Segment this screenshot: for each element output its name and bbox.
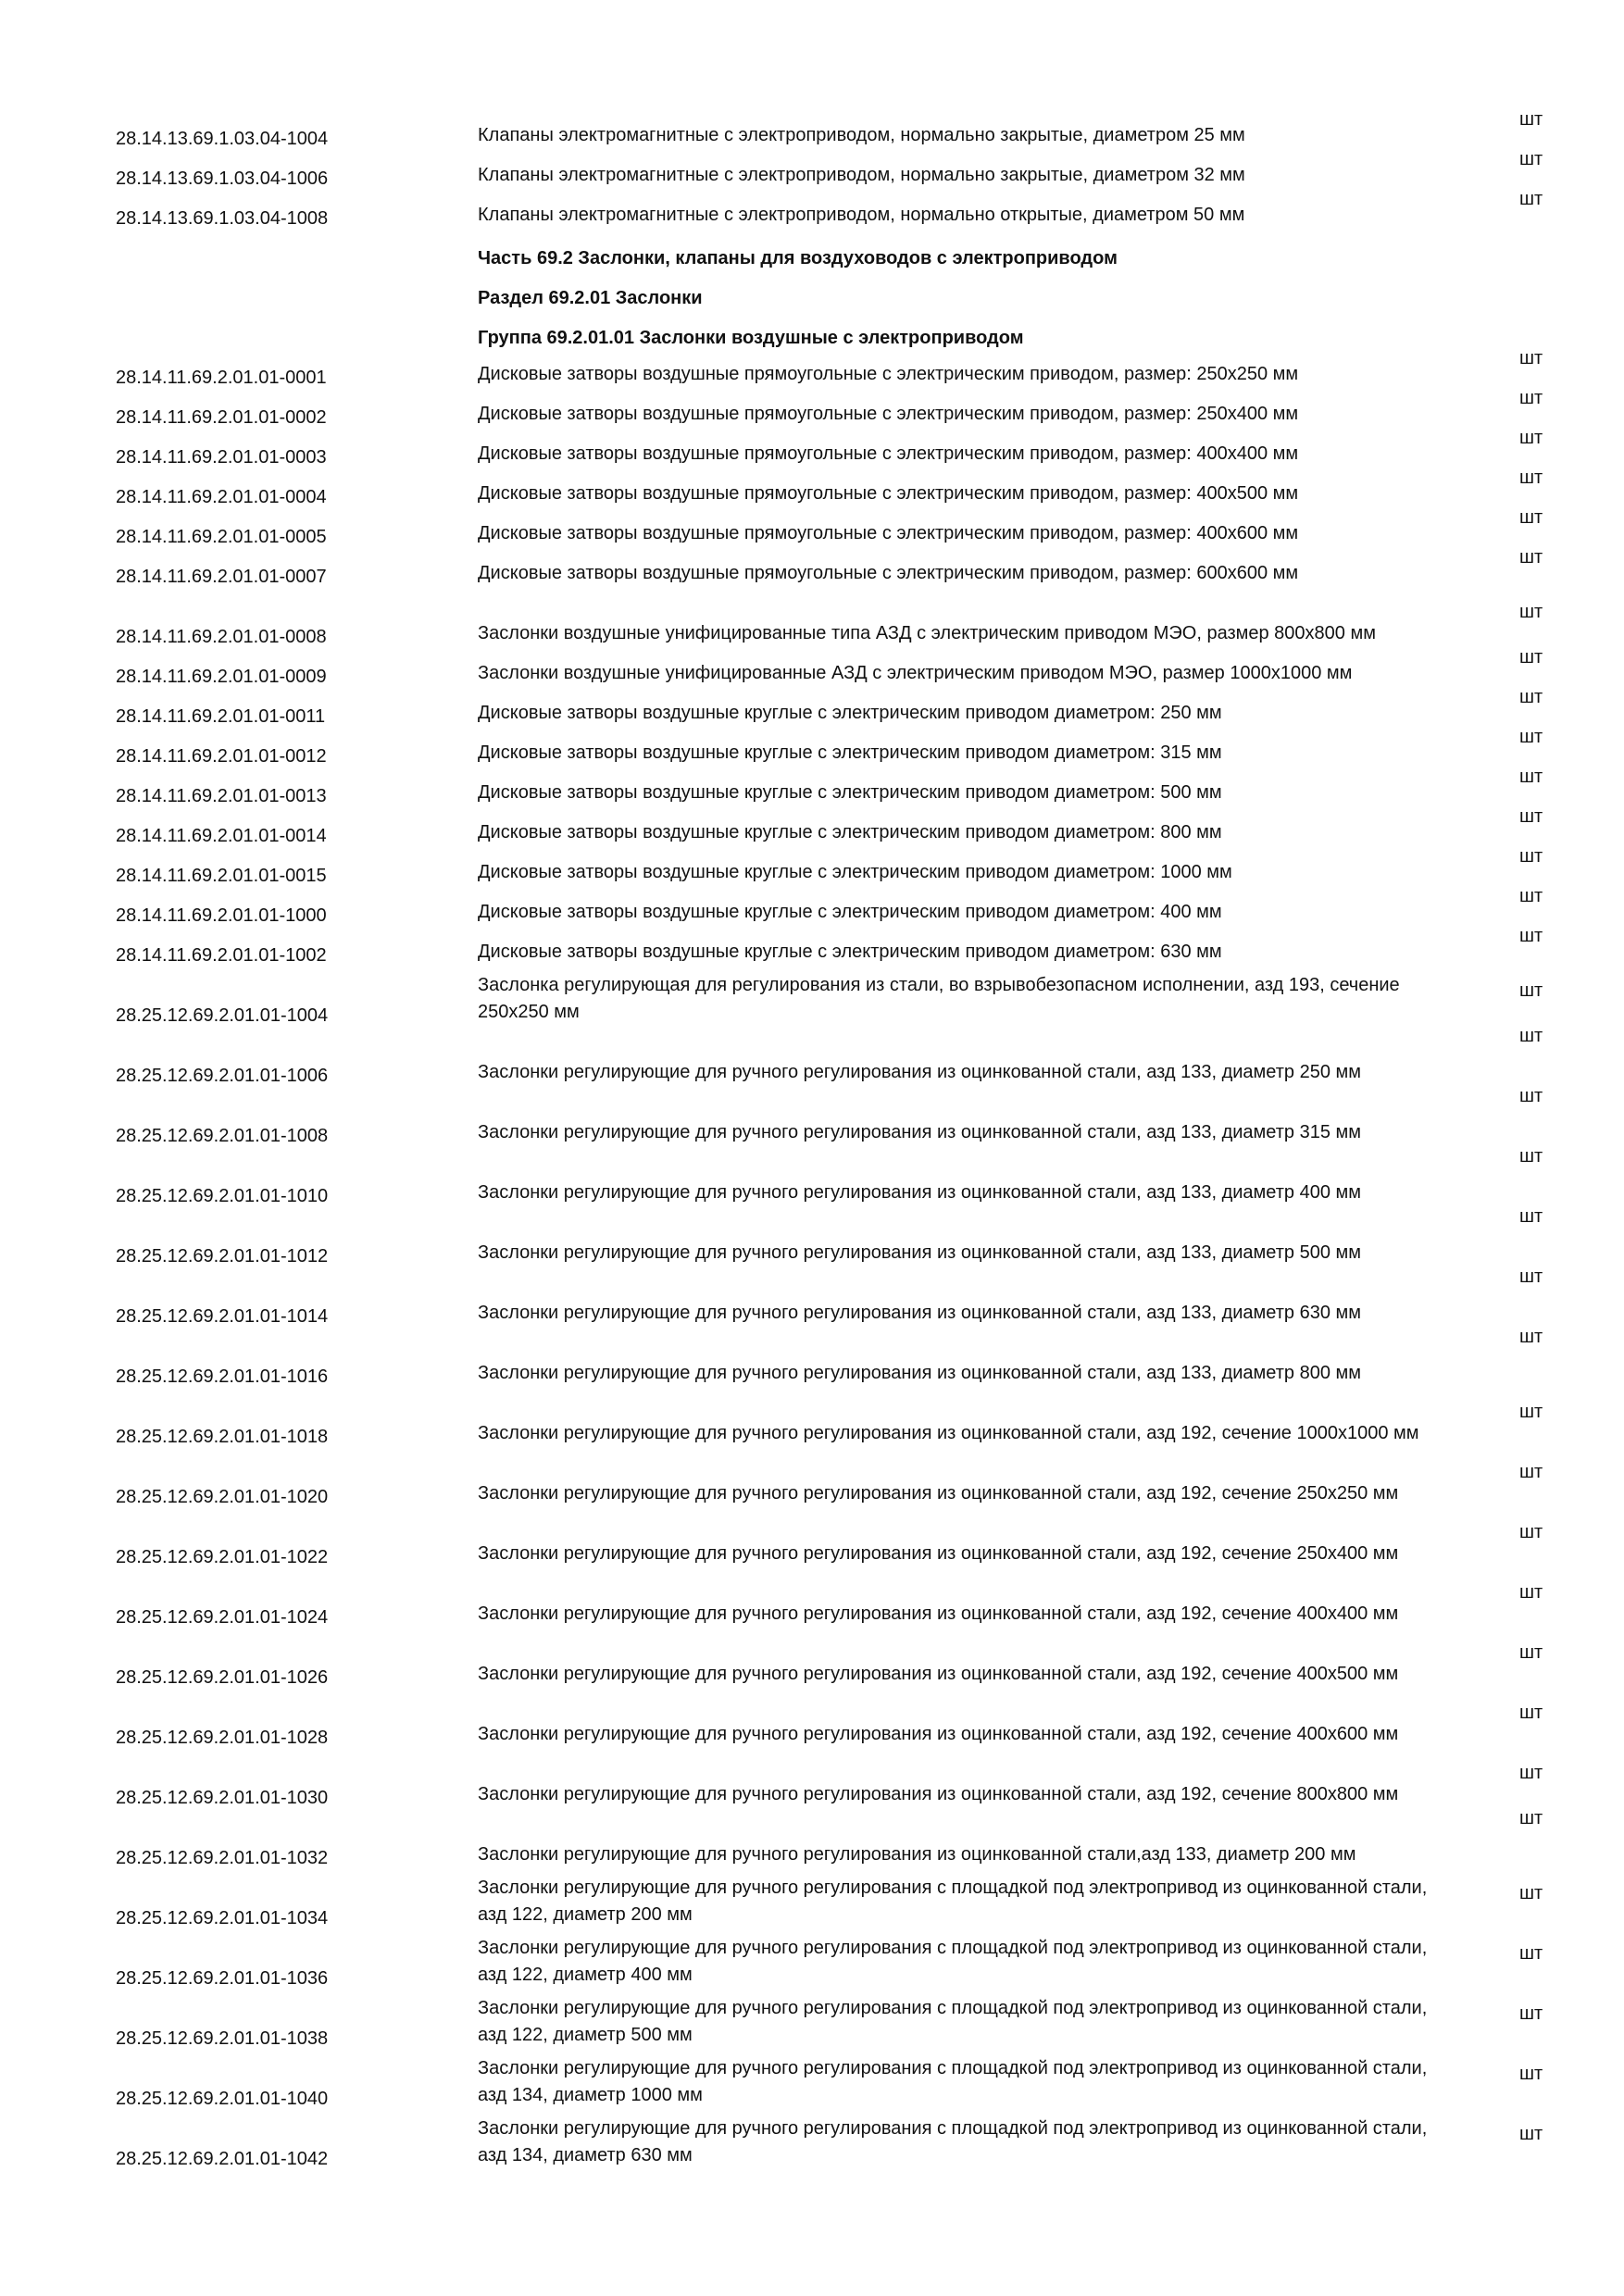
table-row	[0, 966, 1624, 1026]
item-code: 28.14.11.69.2.01.01-0007	[116, 567, 327, 587]
table-row	[0, 1928, 1624, 1989]
table-row	[0, 189, 1624, 229]
item-description: Заслонка регулирующая для регулирования из стали, во взрывобезопасном исполнении, азд 193, сечение 250х250 мм	[478, 975, 1400, 1022]
item-description: Дисковые затворы воздушные круглые с электрическим приводом диаметром: 500 мм	[478, 782, 1222, 803]
item-unit: шт	[1519, 727, 1543, 747]
table-row	[0, 109, 1624, 149]
table-row	[0, 388, 1624, 428]
table-row	[0, 806, 1624, 846]
table-row	[0, 926, 1624, 966]
document-page	[0, 109, 1624, 2169]
item-unit: шт	[1519, 2064, 1543, 2084]
item-unit: шт	[1519, 647, 1543, 668]
table-row	[0, 687, 1624, 727]
item-description: Заслонки регулирующие для ручного регулирования с площадкой под электропривод из оцинкованной стали, азд 122, диаметр 400 мм	[478, 1938, 1428, 1985]
section-heading: Часть 69.2 Заслонки, клапаны для воздуховодов с электроприводом	[478, 248, 1118, 268]
item-unit: шт	[1519, 1642, 1543, 1663]
item-code: 28.14.11.69.2.01.01-1000	[116, 905, 327, 926]
table-row	[0, 886, 1624, 926]
item-unit: шт	[1519, 388, 1543, 408]
item-description: Заслонки регулирующие для ручного регулирования с площадкой под электропривод из оцинкованной стали, азд 134, диаметр 630 мм	[478, 2118, 1428, 2165]
item-description: Дисковые затворы воздушные круглые с электрическим приводом диаметром: 630 мм	[478, 942, 1222, 962]
section-heading-row	[0, 308, 1624, 348]
item-code: 28.25.12.69.2.01.01-1010	[116, 1186, 329, 1206]
item-unit: шт	[1519, 348, 1543, 368]
item-unit: шт	[1519, 1026, 1543, 1046]
item-code: 28.14.11.69.2.01.01-0008	[116, 627, 327, 647]
item-unit: шт	[1519, 767, 1543, 787]
item-unit: шт	[1519, 1943, 1543, 1964]
item-description: Заслонки регулирующие для ручного регулирования из оцинкованной стали, азд 192, сечение 400х600 мм	[478, 1724, 1399, 1744]
item-code: 28.25.12.69.2.01.01-1020	[116, 1487, 329, 1507]
item-description: Заслонки воздушные унифицированные АЗД с электрическим приводом МЭО, размер 1000х1000 мм	[478, 663, 1353, 683]
item-code: 28.14.11.69.2.01.01-0014	[116, 826, 327, 846]
item-unit: шт	[1519, 1808, 1543, 1828]
table-row	[0, 1146, 1624, 1206]
item-code: 28.25.12.69.2.01.01-1018	[116, 1427, 329, 1447]
item-code: 28.25.12.69.2.01.01-1014	[116, 1306, 329, 1327]
table-row	[0, 1748, 1624, 1808]
table-row	[0, 1327, 1624, 1387]
table-row	[0, 1808, 1624, 1868]
table-row	[0, 1567, 1624, 1628]
table-row	[0, 149, 1624, 189]
table-row	[0, 1447, 1624, 1507]
item-description: Заслонки регулирующие для ручного регулирования из оцинкованной стали, азд 133, диаметр 800 мм	[478, 1363, 1362, 1383]
item-code: 28.14.13.69.1.03.04-1008	[116, 208, 329, 229]
item-description: Дисковые затворы воздушные круглые с электрическим приводом диаметром: 400 мм	[478, 902, 1222, 922]
item-description: Клапаны электромагнитные с электроприводом, нормально закрытые, диаметром 25 мм	[478, 125, 1245, 145]
item-unit: шт	[1519, 806, 1543, 827]
item-description: Дисковые затворы воздушные прямоугольные с электрическим приводом, размер: 400х600 мм	[478, 523, 1299, 543]
table-row	[0, 727, 1624, 767]
table-row	[0, 1086, 1624, 1146]
item-unit: шт	[1519, 1883, 1543, 1903]
item-unit: шт	[1519, 1327, 1543, 1347]
table-row	[0, 507, 1624, 547]
item-code: 28.25.12.69.2.01.01-1040	[116, 2089, 329, 2109]
item-description: Дисковые затворы воздушные круглые с электрическим приводом диаметром: 1000 мм	[478, 862, 1232, 882]
item-code: 28.14.13.69.1.03.04-1004	[116, 129, 329, 149]
item-description: Заслонки регулирующие для ручного регулирования из оцинкованной стали, азд 133, диаметр 315 мм	[478, 1122, 1362, 1142]
item-code: 28.25.12.69.2.01.01-1016	[116, 1366, 329, 1387]
item-description: Заслонки воздушные унифицированные типа АЗД с электрическим приводом МЭО, размер 800х800 мм	[478, 623, 1376, 643]
item-description: Заслонки регулирующие для ручного регулирования из оцинкованной стали, азд 192, сечение 400х400 мм	[478, 1603, 1399, 1624]
item-unit: шт	[1519, 189, 1543, 209]
item-unit: шт	[1519, 1402, 1543, 1422]
item-code: 28.25.12.69.2.01.01-1006	[116, 1066, 329, 1086]
item-code: 28.25.12.69.2.01.01-1024	[116, 1607, 329, 1628]
item-code: 28.14.11.69.2.01.01-1002	[116, 945, 327, 966]
table-row	[0, 587, 1624, 647]
table-row	[0, 1026, 1624, 1086]
item-code: 28.14.11.69.2.01.01-0013	[116, 786, 327, 806]
item-unit: шт	[1519, 1146, 1543, 1167]
item-code: 28.14.11.69.2.01.01-0002	[116, 407, 327, 428]
item-description: Дисковые затворы воздушные прямоугольные с электрическим приводом, размер: 250х400 мм	[478, 404, 1299, 424]
item-description: Заслонки регулирующие для ручного регулирования из оцинкованной стали, азд 192, сечение 250х400 мм	[478, 1543, 1399, 1564]
table-row	[0, 767, 1624, 806]
item-code: 28.25.12.69.2.01.01-1032	[116, 1848, 329, 1868]
item-code: 28.25.12.69.2.01.01-1008	[116, 1126, 329, 1146]
table-row	[0, 1989, 1624, 2049]
item-code: 28.14.11.69.2.01.01-0004	[116, 487, 327, 507]
table-row	[0, 547, 1624, 587]
item-code: 28.14.11.69.2.01.01-0012	[116, 746, 327, 767]
item-description: Заслонки регулирующие для ручного регулирования из оцинкованной стали, азд 192, сечение 1000х1000 мм	[478, 1423, 1419, 1443]
item-unit: шт	[1519, 1763, 1543, 1783]
table-row	[0, 468, 1624, 507]
table-row	[0, 1387, 1624, 1447]
item-description: Дисковые затворы воздушные круглые с электрическим приводом диаметром: 800 мм	[478, 822, 1222, 842]
table-row	[0, 428, 1624, 468]
item-description: Дисковые затворы воздушные прямоугольные с электрическим приводом, размер: 600х600 мм	[478, 563, 1299, 583]
section-heading-row	[0, 229, 1624, 268]
table-row	[0, 1267, 1624, 1327]
item-unit: шт	[1519, 1206, 1543, 1227]
item-unit: шт	[1519, 547, 1543, 568]
table-row	[0, 647, 1624, 687]
item-code: 28.25.12.69.2.01.01-1042	[116, 2149, 329, 2169]
table-row	[0, 1688, 1624, 1748]
item-code: 28.14.11.69.2.01.01-0001	[116, 368, 327, 388]
item-code: 28.25.12.69.2.01.01-1026	[116, 1667, 329, 1688]
item-unit: шт	[1519, 149, 1543, 169]
item-description: Заслонки регулирующие для ручного регулирования из оцинкованной стали, азд 133, диаметр 500 мм	[478, 1242, 1362, 1263]
item-description: Клапаны электромагнитные с электроприводом, нормально закрытые, диаметром 32 мм	[478, 165, 1245, 185]
item-code: 28.25.12.69.2.01.01-1022	[116, 1547, 329, 1567]
item-code: 28.14.13.69.1.03.04-1006	[116, 168, 329, 189]
table-row	[0, 1628, 1624, 1688]
item-description: Дисковые затворы воздушные прямоугольные с электрическим приводом, размер: 400х400 мм	[478, 443, 1299, 464]
item-code: 28.25.12.69.2.01.01-1004	[116, 1005, 329, 1026]
item-code: 28.25.12.69.2.01.01-1034	[116, 1908, 329, 1928]
item-description: Заслонки регулирующие для ручного регулирования из оцинкованной стали, азд 133, диаметр 400 мм	[478, 1182, 1362, 1203]
item-code: 28.25.12.69.2.01.01-1038	[116, 2028, 329, 2049]
item-description: Заслонки регулирующие для ручного регулирования из оцинкованной стали, азд 192, сечение 250х250 мм	[478, 1483, 1399, 1504]
table-row	[0, 1868, 1624, 1928]
item-code: 28.25.12.69.2.01.01-1030	[116, 1788, 329, 1808]
item-description: Дисковые затворы воздушные прямоугольные с электрическим приводом, размер: 250х250 мм	[478, 364, 1299, 384]
table-row	[0, 1507, 1624, 1567]
item-unit: шт	[1519, 1582, 1543, 1603]
item-description: Заслонки регулирующие для ручного регулирования из оцинкованной стали,азд 133, диаметр 200 мм	[478, 1844, 1356, 1865]
item-unit: шт	[1519, 980, 1543, 1001]
section-heading: Группа 69.2.01.01 Заслонки воздушные с электроприводом	[478, 328, 1024, 348]
item-unit: шт	[1519, 687, 1543, 707]
item-unit: шт	[1519, 428, 1543, 448]
item-unit: шт	[1519, 602, 1543, 622]
item-description: Дисковые затворы воздушные круглые с электрическим приводом диаметром: 250 мм	[478, 703, 1222, 723]
item-unit: шт	[1519, 1267, 1543, 1287]
item-unit: шт	[1519, 1086, 1543, 1106]
item-description: Заслонки регулирующие для ручного регулирования с площадкой под электропривод из оцинкованной стали, азд 122, диаметр 200 мм	[478, 1878, 1428, 1925]
item-unit: шт	[1519, 109, 1543, 130]
item-unit: шт	[1519, 2124, 1543, 2144]
item-code: 28.25.12.69.2.01.01-1012	[116, 1246, 329, 1267]
item-code: 28.14.11.69.2.01.01-0015	[116, 866, 327, 886]
item-description: Заслонки регулирующие для ручного регулирования с площадкой под электропривод из оцинкованной стали, азд 134, диаметр 1000 мм	[478, 2058, 1428, 2105]
item-unit: шт	[1519, 1462, 1543, 1482]
table-row	[0, 2109, 1624, 2169]
item-code: 28.14.11.69.2.01.01-0009	[116, 667, 327, 687]
section-heading: Раздел 69.2.01 Заслонки	[478, 288, 703, 308]
item-code: 28.14.11.69.2.01.01-0005	[116, 527, 327, 547]
table-row	[0, 1206, 1624, 1267]
item-description: Заслонки регулирующие для ручного регулирования из оцинкованной стали, азд 192, сечение 400х500 мм	[478, 1664, 1399, 1684]
table-row	[0, 348, 1624, 388]
table-row	[0, 846, 1624, 886]
item-description: Заслонки регулирующие для ручного регулирования из оцинкованной стали, азд 192, сечение 800х800 мм	[478, 1784, 1399, 1804]
item-code: 28.25.12.69.2.01.01-1028	[116, 1728, 329, 1748]
item-unit: шт	[1519, 468, 1543, 488]
item-unit: шт	[1519, 507, 1543, 528]
item-description: Дисковые затворы воздушные круглые с электрическим приводом диаметром: 315 мм	[478, 742, 1222, 763]
item-description: Заслонки регулирующие для ручного регулирования из оцинкованной стали, азд 133, диаметр 630 мм	[478, 1303, 1362, 1323]
item-description: Заслонки регулирующие для ручного регулирования из оцинкованной стали, азд 133, диаметр 250 мм	[478, 1062, 1362, 1082]
item-unit: шт	[1519, 2003, 1543, 2024]
item-code: 28.25.12.69.2.01.01-1036	[116, 1968, 329, 1989]
item-unit: шт	[1519, 926, 1543, 946]
item-unit: шт	[1519, 1703, 1543, 1723]
item-code: 28.14.11.69.2.01.01-0011	[116, 706, 326, 727]
item-unit: шт	[1519, 1522, 1543, 1542]
table-row	[0, 2049, 1624, 2109]
item-description: Клапаны электромагнитные с электроприводом, нормально открытые, диаметром 50 мм	[478, 205, 1245, 225]
item-unit: шт	[1519, 886, 1543, 906]
item-unit: шт	[1519, 846, 1543, 867]
item-code: 28.14.11.69.2.01.01-0003	[116, 447, 327, 468]
section-heading-row	[0, 268, 1624, 308]
item-description: Дисковые затворы воздушные прямоугольные с электрическим приводом, размер: 400х500 мм	[478, 483, 1299, 504]
item-description: Заслонки регулирующие для ручного регулирования с площадкой под электропривод из оцинкованной стали, азд 122, диаметр 500 мм	[478, 1998, 1428, 2045]
